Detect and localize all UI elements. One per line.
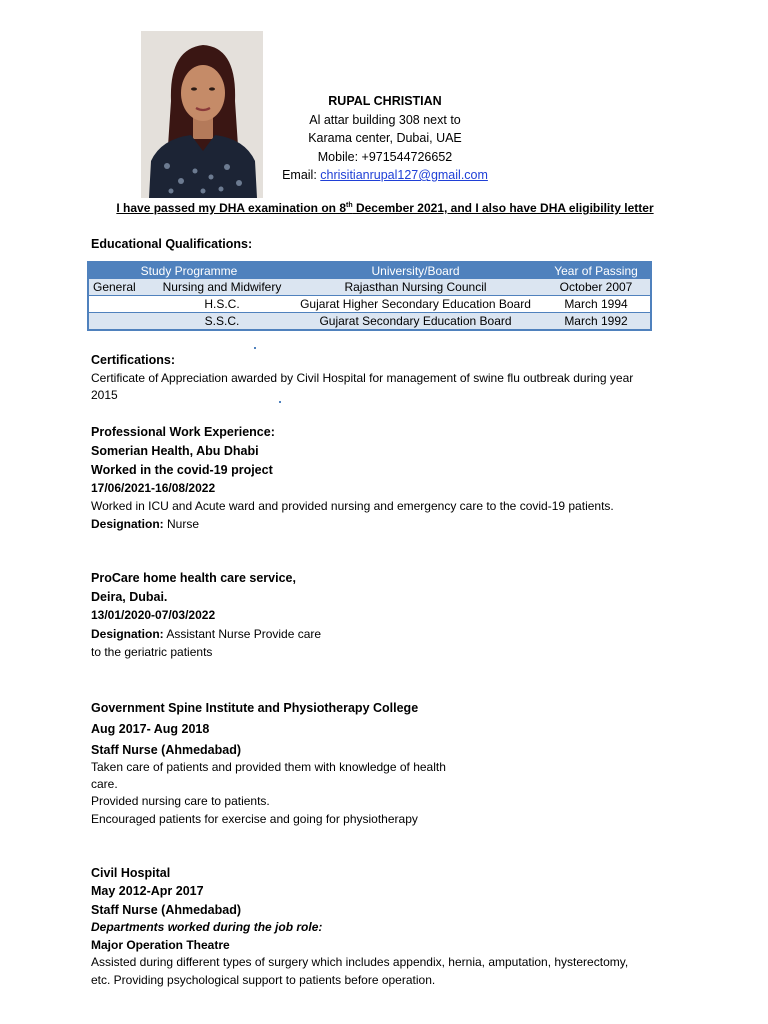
job4-departments: Departments worked during the job role: (91, 920, 323, 934)
job2-designation (91, 626, 321, 644)
column-header: Year of Passing (554, 264, 638, 278)
table-cell: Nursing and Midwifery (162, 280, 282, 294)
table-cell: March 1992 (564, 314, 628, 328)
candidate-name: RUPAL CHRISTIAN (328, 94, 442, 108)
email-link[interactable]: chrisitianrupal127@gmail.com (320, 168, 488, 182)
contact-block (270, 92, 500, 185)
table-row (88, 313, 651, 331)
experience-heading: Professional Work Experience: (91, 425, 275, 439)
table-cell: S.S.C. (204, 314, 240, 328)
profile-photo (141, 31, 263, 198)
job2-employer: ProCare home health care service, (91, 571, 296, 585)
job2-dates: 13/01/2020-07/03/2022 (91, 608, 216, 622)
job4-line-1: Assisted during different types of surgery which includes appendix, hernia, amputation, hysterectomy, (91, 955, 629, 969)
job1-designation (91, 516, 199, 534)
table-cell: Rajasthan Nursing Council (344, 280, 487, 294)
job2-location: Deira, Dubai. (91, 590, 168, 604)
job3-line-3: Provided nursing care to patients. (91, 794, 270, 808)
certification-line-1: Certificate of Appreciation awarded by Civil Hospital for management of swine flu outbreak during year (91, 371, 634, 385)
mobile-number: Mobile: +971544726652 (317, 149, 453, 164)
job4-line-2: etc. Providing psychological support to patients before operation. (91, 973, 436, 987)
dha-superscript: th (346, 202, 353, 209)
table-cell: Gujarat Higher Secondary Education Board (300, 297, 531, 311)
job1-employer: Somerian Health, Abu Dhabi (91, 444, 259, 458)
column-header: University/Board (371, 264, 460, 278)
portrait-image (141, 31, 263, 198)
job3-line-4: Encouraged patients for exercise and going for physiotherapy (91, 812, 418, 826)
job1-dates: 17/06/2021-16/08/2022 (91, 481, 216, 495)
designation-value: Nurse (163, 517, 200, 531)
designation-label: Designation: (91, 517, 164, 531)
table-cell: March 1994 (564, 297, 628, 311)
email-line (270, 166, 500, 185)
job3-line-1: Taken care of patients and provided them with knowledge of health (91, 760, 446, 774)
column-header: Study Programme (140, 264, 238, 278)
table-cell: H.S.C. (204, 297, 240, 311)
job3-line-2: care. (91, 777, 118, 791)
job4-employer: Civil Hospital (91, 866, 171, 880)
table-cell: General (93, 280, 136, 294)
education-table (87, 261, 652, 331)
certification-line-2: 2015 (91, 388, 118, 402)
address-line-1: Al attar building 308 next to (309, 112, 461, 127)
job3-employer: Government Spine Institute and Physiotherapy College (91, 701, 419, 715)
job3-dates: Aug 2017- Aug 2018 (91, 722, 210, 736)
dha-text-2: December 2021, and I also have DHA eligibility letter (352, 201, 654, 215)
table-cell: October 2007 (559, 280, 633, 294)
table-cell: Gujarat Secondary Education Board (319, 314, 512, 328)
table-cell (88, 313, 155, 331)
job1-description: Worked in ICU and Acute ward and provided nursing and emergency care to the covid-19 patients. (91, 499, 614, 513)
job1-project: Worked in the covid-19 project (91, 463, 273, 477)
table-row (88, 296, 651, 313)
email-label: Email: (282, 168, 321, 182)
address-line-2: Karama center, Dubai, UAE (308, 131, 462, 145)
certifications-heading: Certifications: (91, 353, 176, 367)
designation-label: Designation: (91, 627, 164, 641)
stray-dot (254, 347, 256, 349)
job4-dates: May 2012-Apr 2017 (91, 884, 204, 898)
job2-description: to the geriatric patients (91, 645, 213, 659)
table-row (88, 279, 651, 296)
dha-text-1: I have passed my DHA examination on 8 (116, 201, 346, 215)
job3-role: Staff Nurse (Ahmedabad) (91, 743, 242, 757)
education-heading: Educational Qualifications: (91, 237, 253, 251)
dha-statement (100, 201, 670, 215)
stray-dot (279, 401, 281, 403)
job4-dept-1: Major Operation Theatre (91, 938, 230, 952)
table-header-row (88, 262, 651, 279)
designation-value: Assistant Nurse Provide care (163, 627, 322, 641)
job4-role: Staff Nurse (Ahmedabad) (91, 903, 242, 917)
table-cell (88, 296, 155, 313)
